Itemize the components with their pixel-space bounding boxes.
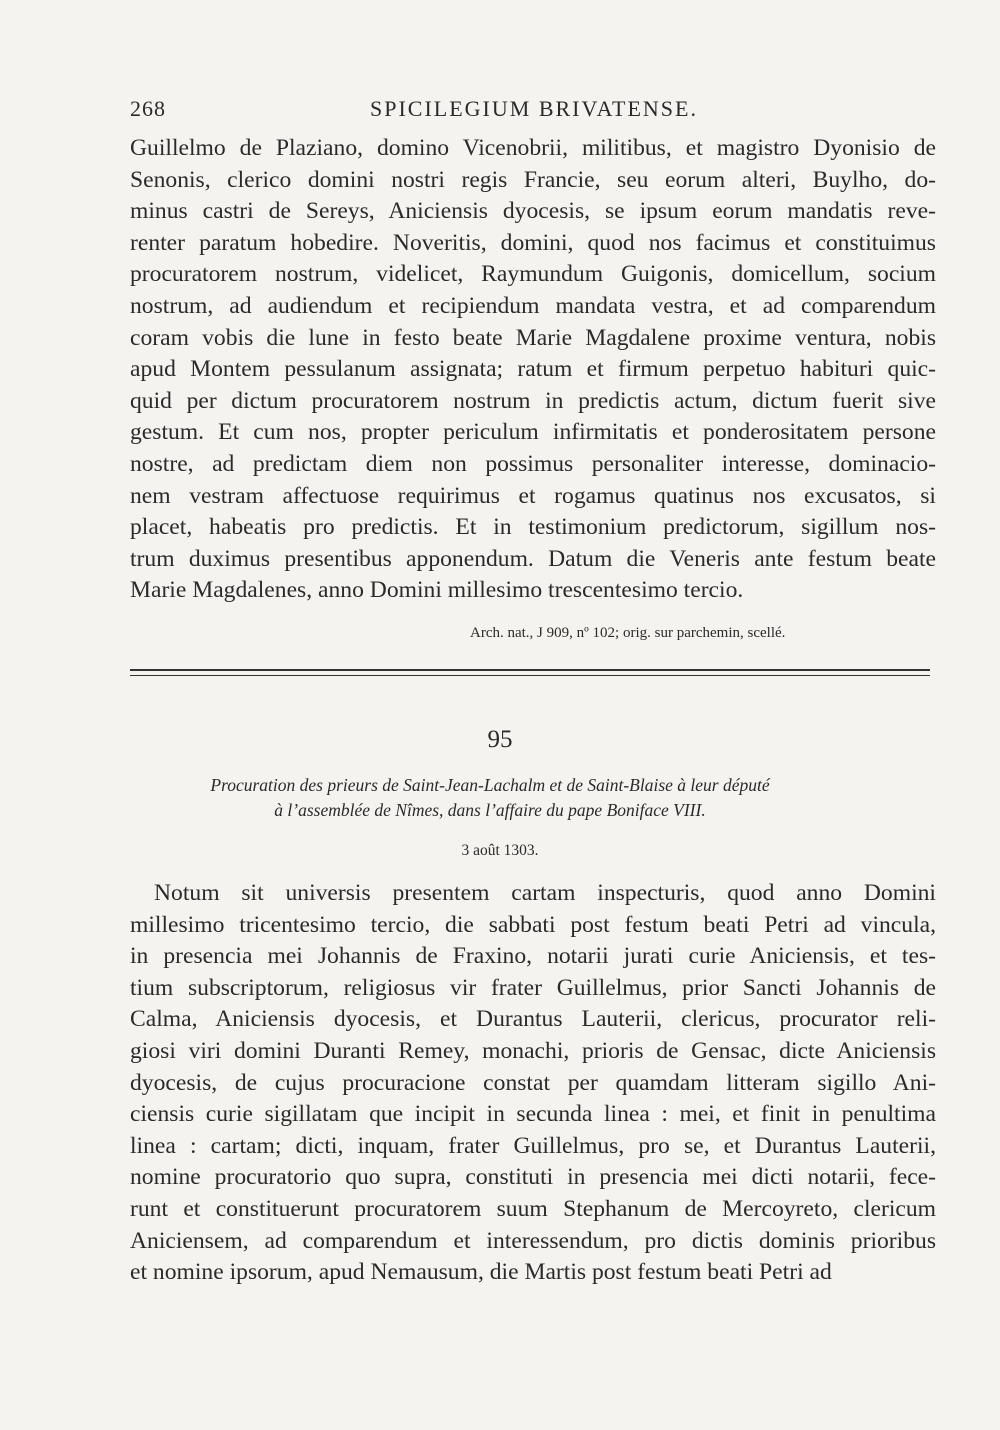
page-header (130, 92, 936, 128)
text-line: procuratorem nostrum, videlicet, Raymundum Guigonis, domicellum, socium (130, 261, 936, 288)
text-line: et nomine ipsorum, apud Nemausum, die Martis post festum beati Petri ad (130, 1259, 832, 1286)
text-line: dyocesis, de cujus procuracione constat per quamdam litteram sigillo Ani- (130, 1069, 936, 1096)
document-number: 95 (487, 726, 513, 753)
text-line: nostrum, ad audiendum et recipiendum mandata vestra, et ad comparendum (130, 292, 936, 319)
page-number: 268 (130, 96, 166, 121)
text-line: trum duximus presentibus apponendum. Datum die Veneris ante festum beate (130, 545, 936, 572)
text-line: Notum sit universis presentem cartam inspecturis, quod anno Domini (154, 880, 936, 906)
text-line: minus castri de Sereys, Aniciensis dyocesis, se ipsum eorum mandatis reve- (130, 198, 936, 225)
text-line: Guillelmo de Plaziano, domino Vicenobrii, militibus, et magistro Dyonisio de (130, 135, 936, 161)
text-line: Aniciensem, ad comparendum et interessendum, pro dictis dominis prioribus (130, 1227, 936, 1254)
text-line: Calma, Aniciensis dyocesis, et Durantus Lauterii, clericus, procurator reli- (130, 1006, 936, 1033)
text-line: nostre, ad predictam diem non possimus personaliter interesse, dominacio- (130, 450, 936, 477)
text-line: giosi viri domini Duranti Remey, monachi, prioris de Gensac, dicte Aniciensis (130, 1037, 936, 1064)
section-divider-thin (130, 675, 930, 676)
text-line: Senonis, clerico domini nostri regis Francie, seu eorum alteri, Buylho, do- (130, 166, 936, 193)
section-divider-thick (130, 669, 930, 671)
text-line: gestum. Et cum nos, propter periculum infirmitatis et ponderositatem persone (130, 419, 936, 446)
text-line: placet, habeatis pro predictis. Et in testimonium predictorum, sigillum nos- (130, 514, 936, 541)
text-line: apud Montem pessulanum assignata; ratum et firmum perpetuo habituri quic- (130, 356, 936, 383)
document-title (150, 773, 830, 823)
document-title-line-2: à l’assemblée de Nîmes, dans l’affaire du pape Boniface VIII. (274, 800, 706, 820)
text-line: linea : cartam; dicti, inquam, frater Guillelmus, pro se, et Durantus Lauterii, (130, 1132, 936, 1159)
text-line: millesimo tricentesimo tercio, die sabbati post festum beati Petri ad vincula, (130, 911, 936, 938)
text-line: coram vobis die lune in festo beate Marie Magdalene proxime ventura, nobis (130, 324, 936, 351)
text-line: tium subscriptorum, religiosus vir frater Guillelmus, prior Sancti Johannis de (130, 974, 936, 1001)
archival-source-note: Arch. nat., J 909, nº 102; orig. sur parchemin, scellé. (470, 625, 786, 641)
text-line: nomine procuratorio quo supra, constituti in presencia mei dicti notarii, fece- (130, 1164, 936, 1191)
text-line: in presencia mei Johannis de Fraxino, notarii jurati curie Aniciensis, et tes- (130, 943, 936, 970)
running-title: SPICILEGIUM BRIVATENSE. (370, 96, 698, 121)
text-line: quid per dictum procuratorem nostrum in predictis actum, dictum fuerit sive (130, 387, 936, 414)
text-line: Marie Magdalenes, anno Domini millesimo trescentesimo tercio. (130, 577, 744, 604)
paragraph-notarial-act (130, 878, 936, 1289)
text-line: renter paratum hobedire. Noveritis, domini, quod nos facimus et constituimus (130, 229, 936, 256)
paragraph-continued-letter (130, 133, 936, 607)
document-date: 3 août 1303. (461, 842, 539, 859)
text-line: nem vestram affectuose requirimus et rogamus quatinus nos excusatos, si (130, 482, 936, 509)
text-line: ciensis curie sigillatam que incipit in secunda linea : mei, et finit in penultima (130, 1101, 936, 1128)
text-line: runt et constituerunt procuratorem suum Stephanum de Mercoyreto, clericum (130, 1195, 936, 1222)
document-title-line-1: Procuration des prieurs de Saint-Jean-Lachalm et de Saint-Blaise à leur député (210, 775, 770, 795)
